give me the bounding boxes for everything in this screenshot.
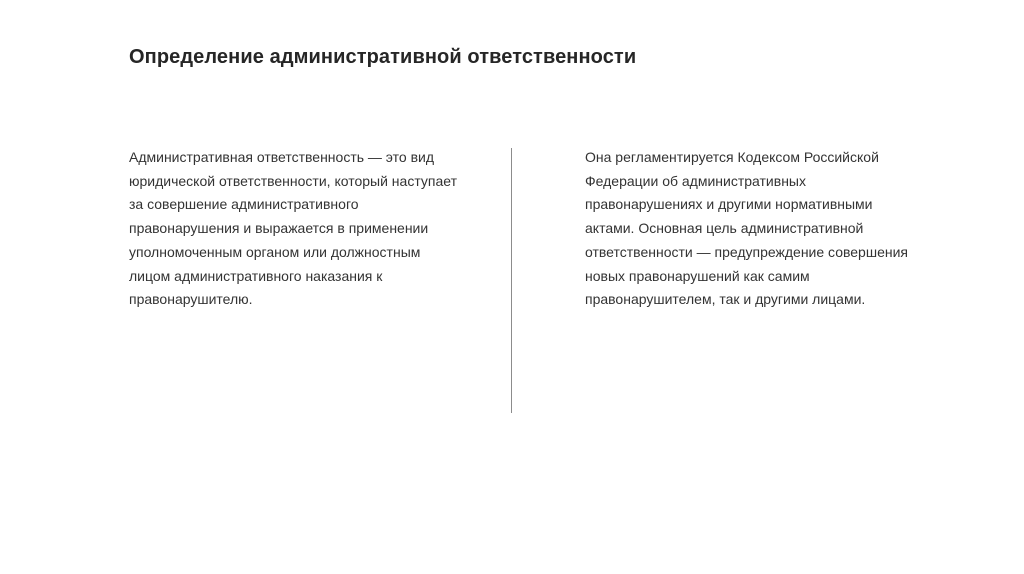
slide-title: Определение административной ответственности — [129, 46, 637, 68]
text-line: уполномоченным органом или должностным — [129, 243, 421, 260]
text-line: правонарушениях и другими нормативными — [585, 196, 873, 213]
text-line: актами. Основная цель административной — [585, 220, 864, 237]
text-line: юридической ответственности, который наступает — [129, 172, 457, 189]
text-line: Административная ответственность — это вид — [129, 149, 434, 165]
text-line: лицом административного наказания к — [129, 267, 383, 284]
right-column-text — [585, 146, 930, 312]
text-line: ответственности — предупреждение совершения — [585, 243, 908, 260]
left-column-text — [129, 146, 474, 312]
column-divider — [511, 148, 512, 413]
text-line: новых правонарушений как самим — [585, 267, 810, 284]
text-line: Она регламентируется Кодексом Российской — [585, 149, 879, 165]
text-line: за совершение административного — [129, 196, 359, 213]
text-line: правонарушения и выражается в применении — [129, 220, 429, 237]
text-line: Федерации об административных — [585, 172, 806, 189]
text-line: правонарушителем, так и другими лицами. — [585, 291, 866, 308]
text-line: правонарушителю. — [129, 291, 253, 308]
